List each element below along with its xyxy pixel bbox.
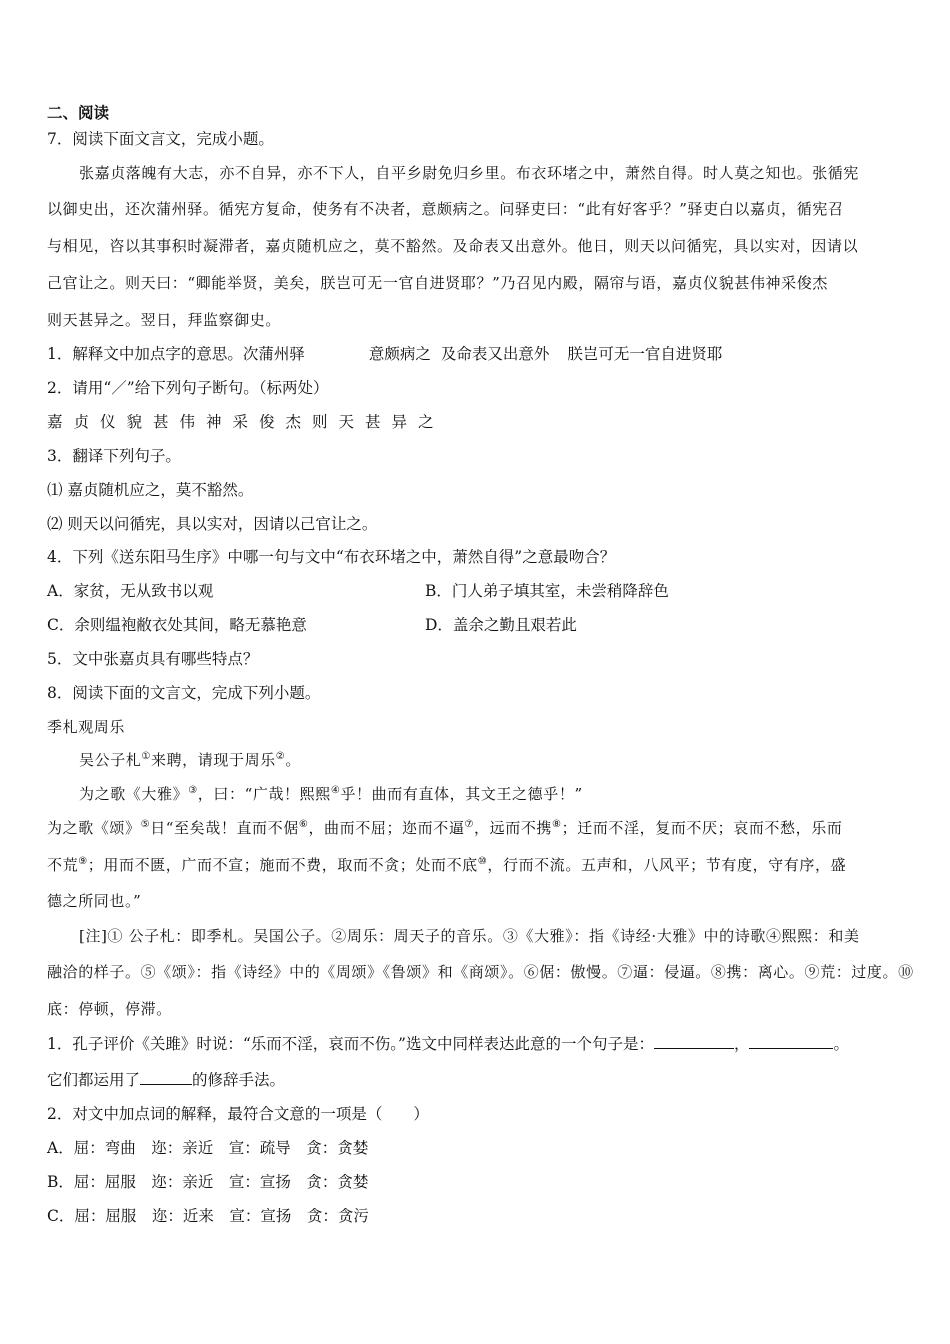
answer-blank[interactable] (140, 1070, 192, 1085)
q8-sub2-option: B．屈：屈服 迩：亲近 宣：宣扬 贪：贪婪 (47, 1173, 369, 1191)
q7-sub4-options-row (47, 581, 905, 601)
note-marker: ⑦ (464, 819, 475, 830)
text: 乎！曲而有直体，其文王之德乎！” (340, 785, 583, 803)
text: 日“至矣哉！直而不倨 (150, 819, 299, 837)
text: 。 (285, 751, 301, 769)
option-b: B．门人弟子填其室，未尝稍降辞色 (425, 582, 669, 600)
q7-sub2-label: 2．请用“／”给下列句子断句。（标两处） (47, 379, 329, 397)
q7-sub4-options-row (47, 615, 905, 635)
note-marker: ⑩ (477, 856, 488, 867)
q8-note-line: 底：停顿，停滞。 (47, 1000, 172, 1018)
q7-sub3-label: 3．翻译下列句子。 (47, 447, 181, 465)
option-d: D．盖余之勤且艰若此 (425, 616, 577, 634)
text: ，曲而不屈；迩而不逼 (308, 819, 465, 837)
q7-sub1-word: 次蒲州驿 (242, 345, 305, 363)
q8-sub2-label: 2．对文中加点词的解释，最符合文意的一项是（ ） (47, 1105, 429, 1123)
text: ；用而不匮，广而不宣；施而不费，取而不贪；处而不底 (87, 856, 478, 874)
q7-sub3-item: ⑴ 嘉贞随机应之，莫不豁然。 (47, 481, 254, 499)
q8-sub2-option: A．屈：弯曲 迩：亲近 宣：疏导 贪：贪婪 (47, 1139, 369, 1157)
q8-passage-p1 (79, 750, 905, 770)
text: ，行而不流。五声和，八风平；节有度，守有序，盛 (487, 856, 847, 874)
answer-blank[interactable] (654, 1034, 734, 1049)
q8-passage-p3-line (47, 818, 905, 838)
option-c: C．余则缊袍敝衣处其间，略无慕艳意 (47, 616, 307, 634)
text: ，远而不携 (474, 819, 553, 837)
q8-note-line: 融洽的样子。⑤《颂》：指《诗经》中的《周颂》《鲁颂》和《商颂》。⑥倨：傲慢。⑦逼：侵逼。⑧携：离心。⑨荒：过度。⑩ (47, 963, 914, 981)
q7-sub1-word: 意颇病之 (368, 345, 431, 363)
note-marker: ④ (330, 785, 341, 796)
text: 来聘，请现于周乐 (150, 751, 276, 769)
answer-blank[interactable] (749, 1034, 833, 1049)
q7-passage-line: 则天甚异之。翌日，拜监察御史。 (47, 311, 282, 329)
q7-sub1 (47, 344, 905, 364)
q8-sub1-line (47, 1070, 905, 1090)
text: 它们都运用了 (47, 1071, 141, 1089)
q8-passage-p3-line (47, 855, 905, 875)
option-a: A．家贫，无从致书以观 (47, 582, 214, 600)
note-marker: ① (141, 751, 151, 762)
q7-sub1-word: 及命表又出意外 (440, 345, 550, 363)
q8-title: 8．阅读下面的文言文，完成下列小题。 (47, 684, 321, 702)
note-marker: ③ (188, 785, 198, 796)
q7-title: 7．阅读下面文言文，完成小题。 (47, 130, 274, 148)
text: ， (733, 1035, 750, 1053)
q7-sub4-label: 4．下列《送东阳马生序》中哪一句与文中“布衣环堵之中，萧然自得”之意最吻合？ (47, 548, 616, 566)
q7-passage-line: 以御史出，还次蒲州驿。循宪方复命，使务有不决者，意颇病之。问驿吏曰：“此有好客乎？”驿吏白以嘉贞，循宪召 (47, 200, 844, 218)
text: 吴公子札 (79, 751, 142, 769)
q8-passage-p3-line: 德之所同也。” (47, 892, 142, 910)
q8-note-line: [注]① 公子札：即季札。吴国公子。②周乐：周天子的音乐。③《大雅》：指《诗经·大雅》中的诗歌④熙熙：和美 (79, 927, 860, 945)
text: 的修辞手法。 (192, 1071, 286, 1089)
text: 。 (833, 1035, 849, 1053)
note-marker: ⑥ (298, 819, 309, 830)
text: 为之歌《大雅》 (79, 785, 189, 803)
note-marker: ② (275, 751, 286, 762)
q8-heading: 季札观周乐 (47, 718, 126, 736)
q7-passage-line: 张嘉贞落魄有大志，亦不自异，亦不下人，自平乡尉免归乡里。布衣环堵之中，萧然自得。时人莫之知也。张循宪 (79, 164, 860, 182)
section-title: 二、阅读 (47, 103, 110, 122)
q7-sub1-word: 朕岂可无一官自进贤耶 (567, 345, 723, 363)
q7-passage-line: 己官让之。则天曰：“卿能举贤，美矣，朕岂可无一官自进贤耶？”乃召见内殿，隔帘与语，嘉贞仪貌甚伟神采俊杰 (47, 274, 828, 292)
q7-passage-line: 与相见，咨以其事积时凝滞者，嘉贞随机应之，莫不豁然。及命表又出意外。他日，则天以问循宪，具以实对，因请以 (47, 237, 859, 255)
note-marker: ⑧ (552, 819, 562, 830)
q8-sub1-line (47, 1034, 905, 1054)
note-marker: ⑨ (78, 856, 88, 867)
text: 为之歌《颂》 (47, 819, 141, 837)
text: 1．孔子评价《关雎》时说：“乐而不淫，哀而不伤。”选文中同样表达此意的一个句子是： (47, 1035, 654, 1053)
note-marker: ⑤ (140, 819, 151, 830)
text: ；迁而不淫，复而不厌；哀而不愁，乐而 (561, 819, 843, 837)
q7-sub2-sentence: 嘉贞仪貌甚伟神采俊杰则天甚异之 (47, 413, 445, 431)
q7-sub1-label: 1．解释文中加点字的意思。 (47, 345, 243, 363)
text: ，曰：“广哉！熙熙 (197, 785, 331, 803)
q7-sub5-label: 5．文中张嘉贞具有哪些特点？ (47, 650, 259, 668)
text: 不荒 (47, 856, 79, 874)
q7-sub3-item: ⑵ 则天以问循宪，具以实对，因请以己官让之。 (47, 515, 378, 533)
q8-passage-p2 (79, 784, 905, 804)
q8-sub2-option: C．屈：屈服 迩：近来 宣：宣扬 贪：贪污 (47, 1207, 369, 1225)
